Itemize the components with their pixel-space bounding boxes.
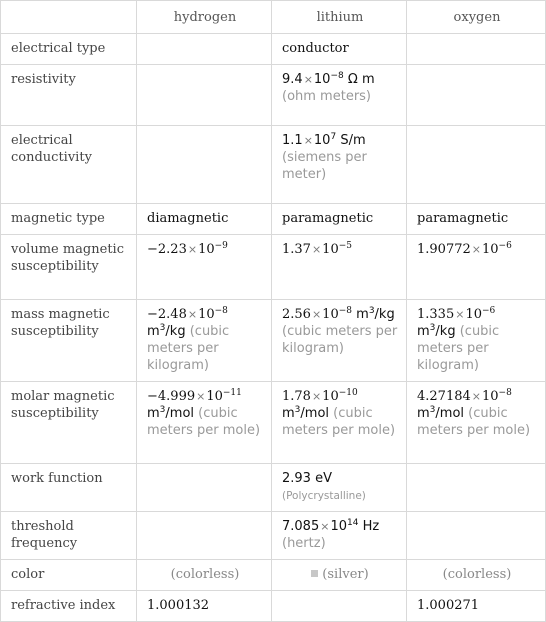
unit-exponent: 3 bbox=[159, 323, 166, 333]
cell-lithium-molar-susceptibility bbox=[272, 382, 407, 464]
cell-oxygen-volume-susceptibility bbox=[407, 235, 546, 300]
row-color bbox=[1, 560, 546, 591]
unit-exponent: 3 bbox=[368, 306, 375, 316]
unit-note: (hertz) bbox=[282, 536, 326, 551]
cell-empty bbox=[272, 591, 407, 622]
times-sign: × bbox=[311, 390, 322, 403]
unit-note: (siemens per meter) bbox=[282, 150, 367, 182]
value-exponent: 7 bbox=[330, 132, 337, 142]
times-sign: × bbox=[311, 308, 322, 321]
value-base: 10 bbox=[481, 242, 499, 257]
unit-note: (cubic meters per mole) bbox=[417, 406, 531, 438]
value-unit: Ω m bbox=[347, 72, 375, 87]
value-base: 10 bbox=[313, 133, 331, 148]
cell-lithium-color bbox=[272, 560, 407, 591]
unit-base: m bbox=[147, 406, 160, 421]
cell-empty bbox=[407, 512, 546, 560]
header-lithium: lithium bbox=[272, 1, 407, 34]
row-mass-susceptibility bbox=[1, 300, 546, 382]
value-unit: S/m bbox=[340, 133, 366, 148]
unit-exponent: 3 bbox=[429, 323, 436, 333]
times-sign: × bbox=[455, 308, 465, 321]
color-swatch bbox=[311, 570, 318, 577]
cell-hydrogen-magnetic-type: diamagnetic bbox=[137, 204, 272, 235]
value-text: 2.93 eV bbox=[282, 471, 332, 486]
row-label: mass magnetic susceptibility bbox=[1, 300, 137, 382]
unit-note: (cubic meters per mole) bbox=[282, 406, 396, 438]
value-mantissa: −2.23 bbox=[147, 242, 187, 257]
cell-hydrogen-color: (colorless) bbox=[137, 560, 272, 591]
times-sign: × bbox=[320, 520, 330, 533]
value-mantissa: −2.48 bbox=[147, 307, 187, 322]
cell-hydrogen-mass-susceptibility bbox=[137, 300, 272, 382]
unit-exponent: 3 bbox=[159, 405, 166, 415]
value-mantissa: 1.90772 bbox=[417, 242, 471, 257]
cell-empty bbox=[137, 464, 272, 512]
cell-empty bbox=[407, 464, 546, 512]
unit-base: m bbox=[147, 324, 160, 339]
value-base: 10 bbox=[198, 242, 215, 257]
value-exponent: −10 bbox=[338, 388, 358, 398]
cell-oxygen-magnetic-type: paramagnetic bbox=[407, 204, 546, 235]
cell-lithium-electrical-type: conductor bbox=[272, 34, 407, 65]
cell-oxygen-molar-susceptibility bbox=[407, 382, 546, 464]
value-base: 10 bbox=[465, 307, 482, 322]
value-exponent: −8 bbox=[338, 306, 352, 316]
unit-note: (cubic meters per kilogram) bbox=[282, 324, 398, 356]
value-base: 10 bbox=[330, 519, 347, 534]
value-exponent: −6 bbox=[498, 241, 512, 251]
value-mantissa: 4.27184 bbox=[417, 389, 471, 404]
times-sign: × bbox=[187, 243, 198, 256]
value-unit bbox=[282, 406, 329, 421]
cell-empty bbox=[407, 126, 546, 204]
value-exponent: −8 bbox=[330, 71, 344, 81]
unit-denominator: /mol bbox=[435, 406, 465, 421]
row-molar-susceptibility bbox=[1, 382, 546, 464]
cell-hydrogen-molar-susceptibility bbox=[137, 382, 272, 464]
cell-hydrogen-volume-susceptibility bbox=[137, 235, 272, 300]
cell-lithium-threshold-frequency bbox=[272, 512, 407, 560]
unit-note: (ohm meters) bbox=[282, 89, 372, 104]
value-unit bbox=[147, 324, 186, 339]
cell-lithium-work-function bbox=[272, 464, 407, 512]
row-refractive-index bbox=[1, 591, 546, 622]
value-mantissa: 1.335 bbox=[417, 307, 455, 322]
unit-note: (cubic meters per mole) bbox=[147, 406, 261, 438]
header-row bbox=[1, 1, 546, 34]
value-unit bbox=[356, 307, 395, 322]
times-sign: × bbox=[187, 308, 198, 321]
unit-denominator: /mol bbox=[300, 406, 330, 421]
row-label: magnetic type bbox=[1, 204, 137, 235]
unit-note: (Polycrystalline) bbox=[282, 490, 366, 502]
cell-lithium-resistivity bbox=[272, 65, 407, 126]
row-volume-susceptibility bbox=[1, 235, 546, 300]
value-base: 10 bbox=[481, 389, 499, 404]
unit-exponent: 3 bbox=[429, 405, 436, 415]
value-exponent: 14 bbox=[346, 518, 359, 528]
cell-empty bbox=[407, 65, 546, 126]
unit-denominator: /kg bbox=[165, 324, 186, 339]
value-exponent: −8 bbox=[214, 306, 228, 316]
value-mantissa: 1.1 bbox=[282, 133, 303, 148]
cell-lithium-conductivity bbox=[272, 126, 407, 204]
value-unit: Hz bbox=[362, 519, 380, 534]
row-electrical-type bbox=[1, 34, 546, 65]
color-label: (silver) bbox=[322, 567, 369, 582]
row-label: resistivity bbox=[1, 65, 137, 126]
value-base: 10 bbox=[322, 307, 339, 322]
header-hydrogen: hydrogen bbox=[137, 1, 272, 34]
times-sign: × bbox=[471, 390, 481, 403]
row-label: molar magnetic susceptibility bbox=[1, 382, 137, 464]
cell-empty bbox=[137, 34, 272, 65]
times-sign: × bbox=[303, 134, 313, 147]
cell-empty bbox=[407, 34, 546, 65]
row-label: electrical conductivity bbox=[1, 126, 137, 204]
cell-lithium-mass-susceptibility bbox=[272, 300, 407, 382]
value-mantissa: 2.56 bbox=[282, 307, 311, 322]
row-label: refractive index bbox=[1, 591, 137, 622]
value-base: 10 bbox=[313, 72, 331, 87]
value-exponent: −5 bbox=[338, 241, 352, 251]
row-label: volume magnetic susceptibility bbox=[1, 235, 137, 300]
value-exponent: −8 bbox=[498, 388, 512, 398]
value-exponent: −9 bbox=[214, 241, 228, 251]
value-unit bbox=[417, 324, 456, 339]
value-mantissa: 1.37 bbox=[282, 242, 311, 257]
cell-hydrogen-refractive-index: 1.000132 bbox=[137, 591, 272, 622]
times-sign: × bbox=[303, 73, 313, 86]
row-label: work function bbox=[1, 464, 137, 512]
header-corner bbox=[1, 1, 137, 34]
cell-empty bbox=[137, 65, 272, 126]
value-mantissa: −4.999 bbox=[147, 389, 196, 404]
value-base: 10 bbox=[322, 389, 339, 404]
unit-note: (cubic meters per kilogram) bbox=[417, 324, 500, 373]
cell-oxygen-refractive-index: 1.000271 bbox=[407, 591, 546, 622]
row-threshold-frequency bbox=[1, 512, 546, 560]
value-mantissa: 7.085 bbox=[282, 519, 320, 534]
row-label: threshold frequency bbox=[1, 512, 137, 560]
value-base: 10 bbox=[198, 307, 215, 322]
cell-oxygen-color: (colorless) bbox=[407, 560, 546, 591]
unit-note: (cubic meters per kilogram) bbox=[147, 324, 230, 373]
row-magnetic-type bbox=[1, 204, 546, 235]
row-work-function bbox=[1, 464, 546, 512]
row-resistivity bbox=[1, 65, 546, 126]
unit-base: m bbox=[356, 307, 369, 322]
cell-oxygen-mass-susceptibility bbox=[407, 300, 546, 382]
times-sign: × bbox=[196, 390, 206, 403]
row-electrical-conductivity bbox=[1, 126, 546, 204]
cell-lithium-volume-susceptibility bbox=[272, 235, 407, 300]
unit-denominator: /kg bbox=[374, 307, 395, 322]
row-label: electrical type bbox=[1, 34, 137, 65]
unit-denominator: /mol bbox=[165, 406, 195, 421]
value-unit bbox=[417, 406, 464, 421]
row-label: color bbox=[1, 560, 137, 591]
unit-base: m bbox=[417, 324, 430, 339]
cell-lithium-magnetic-type: paramagnetic bbox=[272, 204, 407, 235]
times-sign: × bbox=[311, 243, 322, 256]
header-oxygen: oxygen bbox=[407, 1, 546, 34]
value-base: 10 bbox=[206, 389, 223, 404]
value-exponent: −11 bbox=[222, 388, 242, 398]
unit-denominator: /kg bbox=[435, 324, 456, 339]
cell-empty bbox=[137, 126, 272, 204]
cell-empty bbox=[137, 512, 272, 560]
unit-exponent: 3 bbox=[294, 405, 301, 415]
value-exponent: −6 bbox=[481, 306, 496, 316]
unit-base: m bbox=[417, 406, 430, 421]
value-base: 10 bbox=[322, 242, 339, 257]
value-mantissa: 1.78 bbox=[282, 389, 311, 404]
value-unit bbox=[147, 406, 194, 421]
value-mantissa: 9.4 bbox=[282, 72, 303, 87]
times-sign: × bbox=[471, 243, 481, 256]
unit-base: m bbox=[282, 406, 295, 421]
